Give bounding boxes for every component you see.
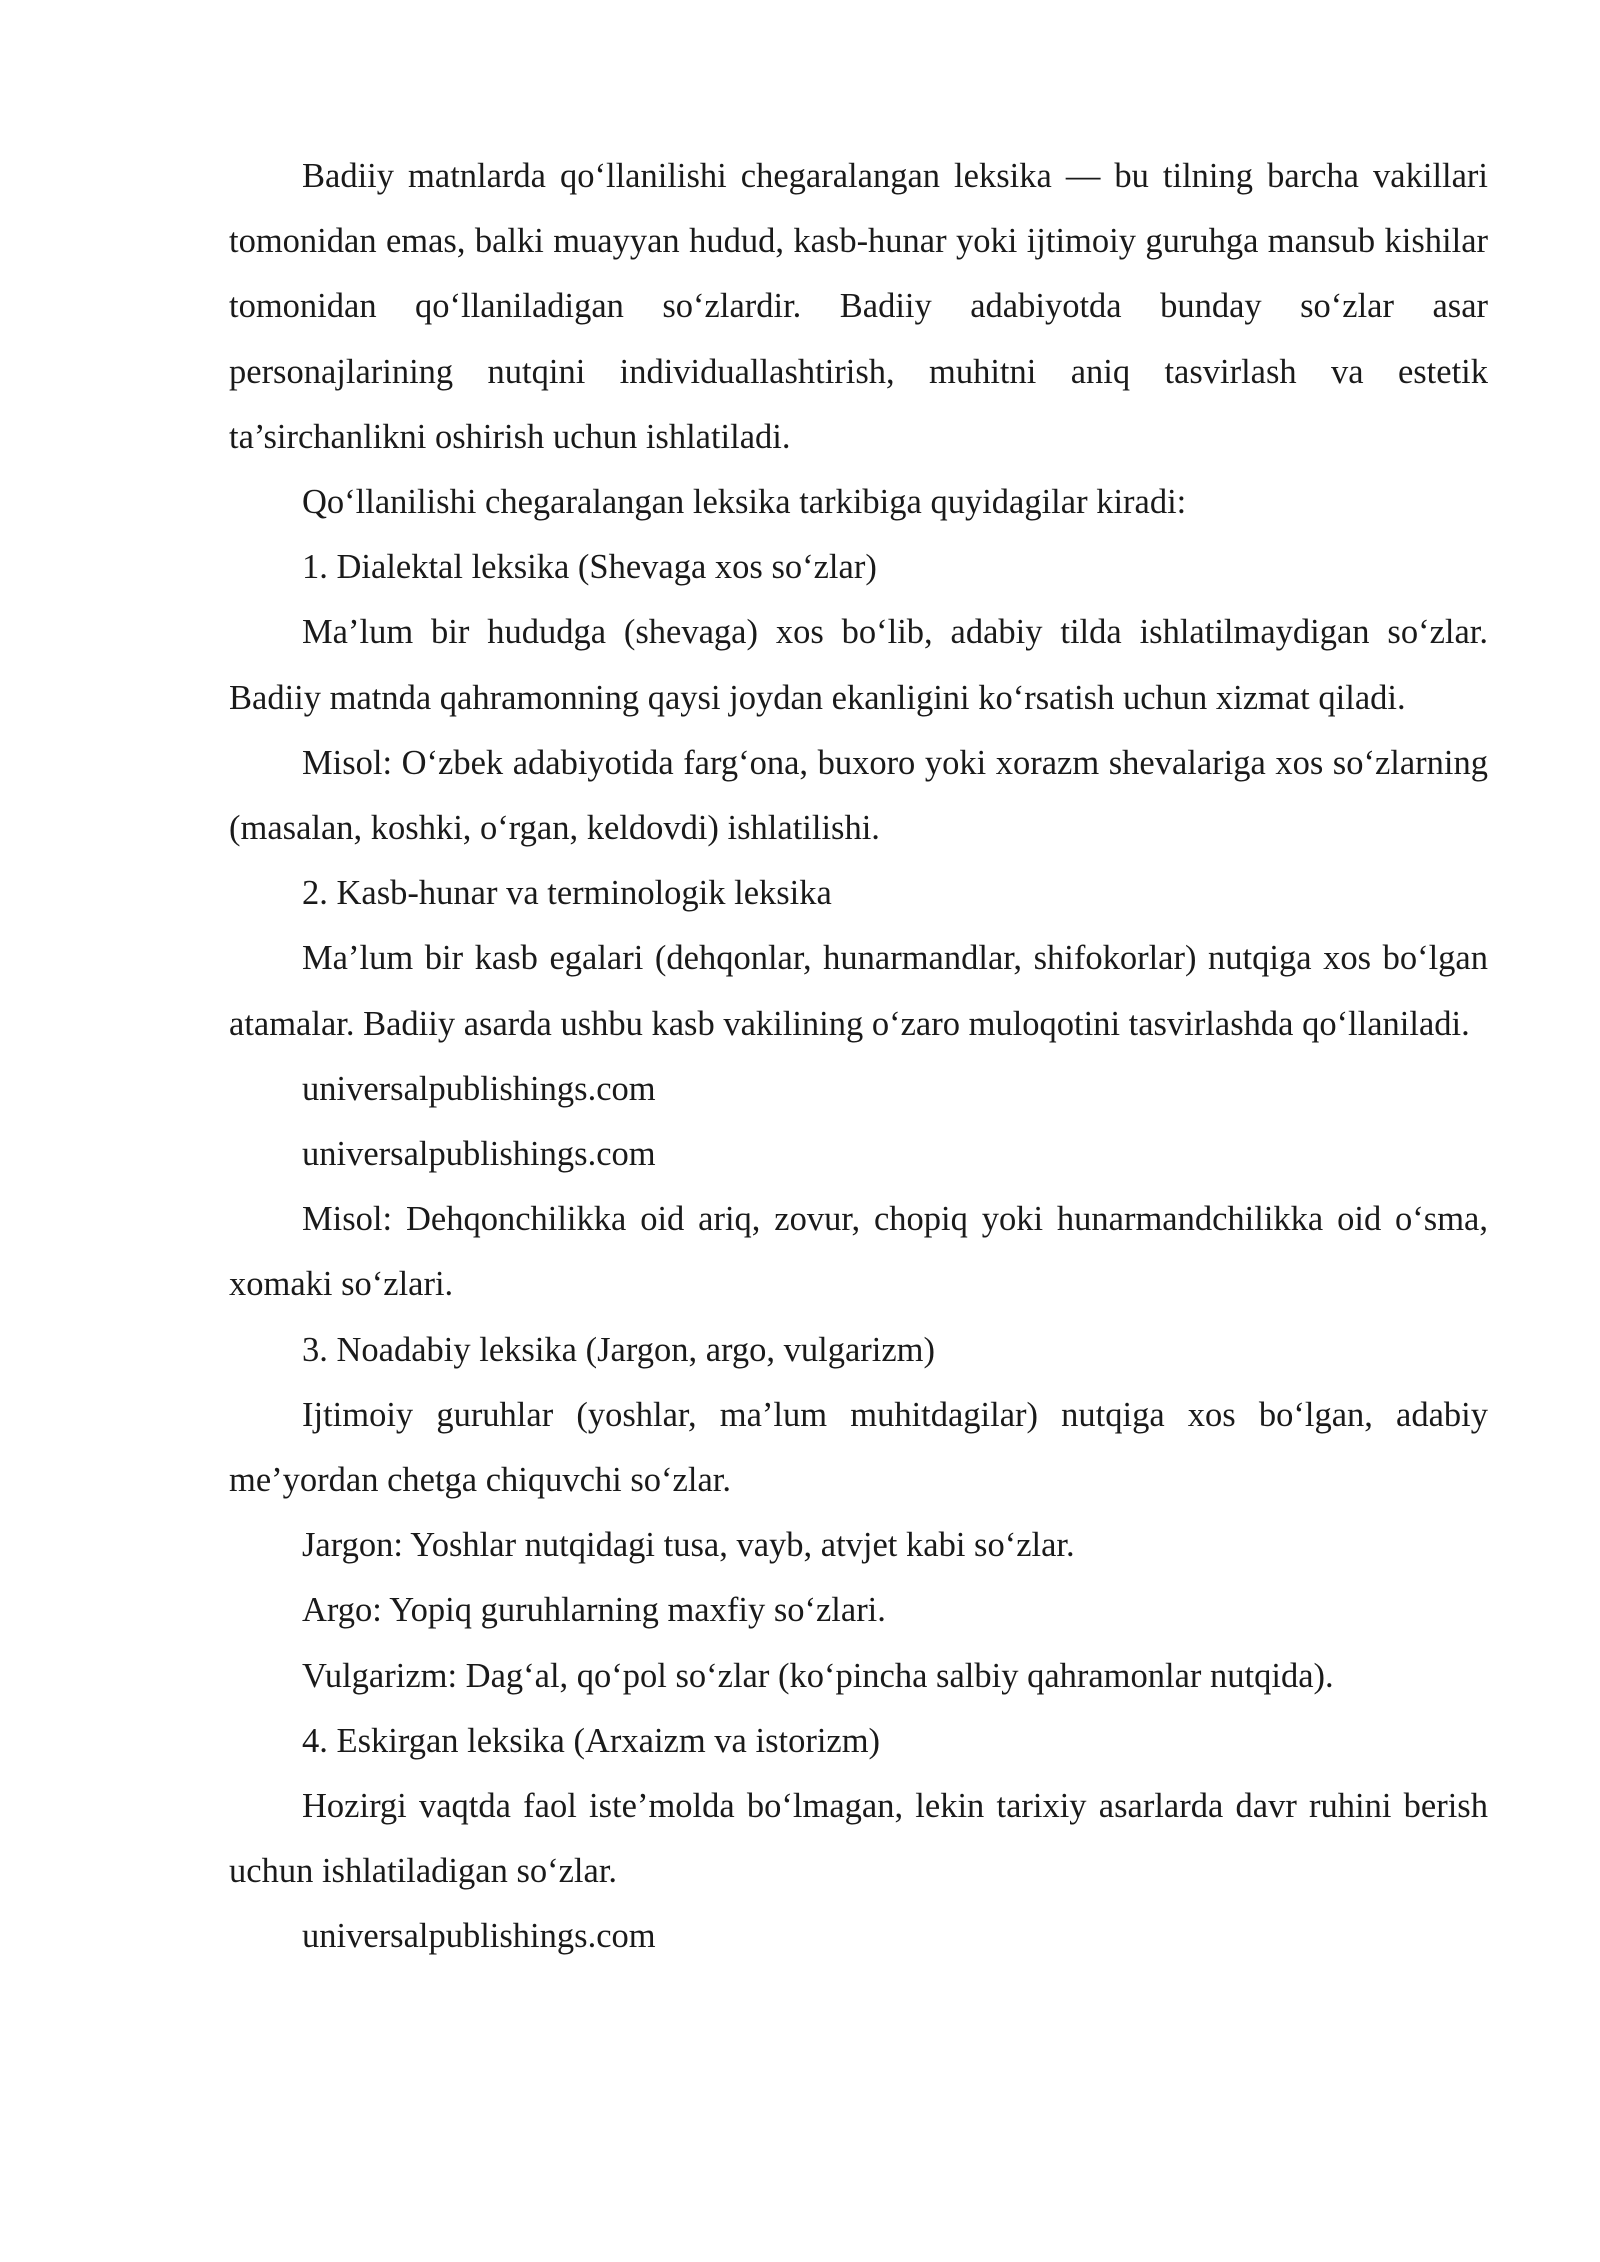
paragraph-vulgarism: Vulgarizm: Dag‘al, qo‘pol so‘zlar (ko‘pincha salbiy qahramonlar nutqida). xyxy=(302,1656,1334,1695)
paragraph-archaic-definition: Hozirgi vaqtda faol iste’molda bo‘lmagan, lekin tarixiy asarlarda davr ruhini berish uchun ishlatiladigan so‘zlar. xyxy=(229,1787,1488,1891)
watermark-url: universalpublishings.com xyxy=(302,1135,656,1174)
watermark-url: universalpublishings.com xyxy=(302,1917,656,1956)
paragraph-intro: Badiiy matnlarda qo‘llanilishi chegaralangan leksika — bu tilning barcha vakillari tomonidan emas, balki muayyan hudud, kasb-hunar yoki ijtimoiy guruhga mansub kishilar tomonidan qo‘llaniladigan so‘zlardir. Badiiy adabiyotda bunday so‘zlar asar personajlarining nutqini individuallashtirish, muhitni aniq tasvirlash va estetik ta’sirchanlikni oshirish uchun ishlatiladi. xyxy=(229,157,1488,456)
section-heading-archaic: 4. Eskirgan leksika (Arxaizm va istorizm) xyxy=(302,1721,881,1760)
document-body xyxy=(229,144,1488,1970)
paragraph-professional-example: Misol: Dehqonchilikka oid ariq, zovur, chopiq yoki hunarmandchilikka oid o‘sma, xomaki so‘zlari. xyxy=(229,1200,1488,1304)
paragraph-nonliterary-definition: Ijtimoiy guruhlar (yoshlar, ma’lum muhitdagilar) nutqiga xos bo‘lgan, adabiy me’yordan chetga chiquvchi so‘zlar. xyxy=(229,1395,1488,1500)
section-heading-dialectal: 1. Dialektal leksika (Shevaga xos so‘zlar) xyxy=(302,548,877,587)
section-heading-professional: 2. Kasb-hunar va terminologik leksika xyxy=(302,874,832,913)
paragraph-jargon: Jargon: Yoshlar nutqidagi tusa, vayb, atvjet kabi so‘zlar. xyxy=(302,1526,1075,1565)
paragraph-list-intro: Qo‘llanilishi chegaralangan leksika tarkibiga quyidagilar kiradi: xyxy=(302,483,1187,522)
paragraph-professional-definition: Ma’lum bir kasb egalari (dehqonlar, hunarmandlar, shifokorlar) nutqiga xos bo‘lgan atamalar. Badiiy asarda ushbu kasb vakilining o‘zaro muloqotini tasvirlashda qo‘llaniladi. xyxy=(229,939,1488,1043)
section-heading-nonliterary: 3. Noadabiy leksika (Jargon, argo, vulgarizm) xyxy=(302,1330,935,1369)
paragraph-argo: Argo: Yopiq guruhlarning maxfiy so‘zlari. xyxy=(302,1591,886,1630)
paragraph-dialectal-example: Misol: O‘zbek adabiyotida farg‘ona, buxoro yoki xorazm shevalariga xos so‘zlarning (masalan, koshki, o‘rgan, keldovdi) ishlatilishi. xyxy=(229,743,1488,848)
paragraph-dialectal-definition: Ma’lum bir hududga (shevaga) xos bo‘lib, adabiy tilda ishlatilmaydigan so‘zlar. Badiiy matnda qahramonning qaysi joydan ekanligini ko‘rsatish uchun xizmat qiladi. xyxy=(229,613,1488,717)
watermark-url: universalpublishings.com xyxy=(302,1069,656,1108)
